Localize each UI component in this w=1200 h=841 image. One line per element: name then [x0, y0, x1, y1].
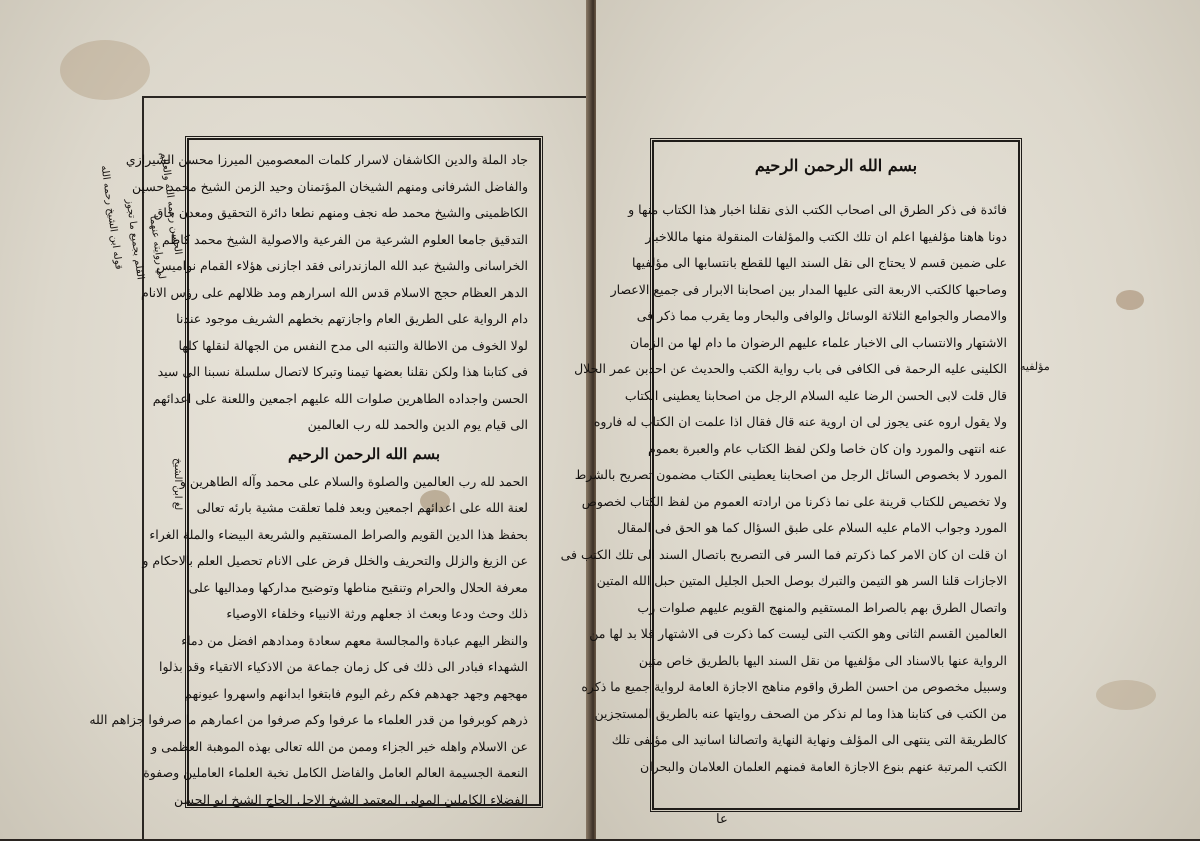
text-frame-right: [560, 138, 1022, 812]
text-line: دونا هاهنا مؤلفيها اعلم ان تلك الكتب والمؤلفات المنقولة منها ماللاخبار: [645, 228, 1007, 244]
margin-note: قوله ابن الشيخ رحمه الله: [98, 164, 124, 271]
margin-note: لي روايته عنهما: [147, 215, 168, 281]
text-line: العالمين القسم الثانى وهو الكتب التى ليست كما ذكرت فى الاشتهار فلا بد لها من: [589, 626, 1007, 641]
text-line: الاشتهار والانتساب الى الاخبار علماء عليهم الرضوان ما دام لها من الزمان: [629, 334, 1007, 350]
paper-stain: [1096, 680, 1156, 710]
text-line: الرواية عنها بالاسناد الى مؤلفيها من نقل السند اليها بالطريق خاص متين: [638, 652, 1007, 668]
text-line: وسبيل مخصوص من احسن الطرق واقوم مناهج الاجازة العامة لرواية جميع ما ذكره: [581, 679, 1007, 694]
text-line: التدقيق جامعا العلوم الشرعية من الفرعية والاصولية الشيخ محمد كاظم: [161, 231, 528, 247]
basmala-heading: بسم الله الرحمن الرحيم: [287, 444, 441, 463]
text-line: عنه انتهى والمورد وان كان خاصا ولكن لفظ الكتاب عام والعبرة بعموم: [647, 440, 1007, 456]
text-line: الكتب المرتبة عنهم بنوع الاجازة العامة فمنهم العلمان العلامان والبحران: [640, 758, 1007, 774]
text-line: ذرهم كوبرفوا من قدر العلماء ما عرفوا وكم صرفوا من اعمارهم ما صرفوا جزاهم الله: [89, 712, 528, 727]
margin-catchword: مؤلفيه: [1020, 360, 1050, 373]
text-line: الشهداء فبادر الى ذلك فى كل زمان جماعة من الاذكياء الاتقياء وقد بذلوا: [158, 659, 528, 674]
text-line: الحسن واجداده الطاهرين صلوات الله عليهم اجمعين واللعنة على اعدائهم: [152, 390, 528, 406]
text-line: لولا الخوف من الاطالة والتنبه الى مدح النفس من الجهالة لنقلها كلها: [178, 337, 528, 353]
margin-note: القلم بجميع ما تجوز: [123, 197, 146, 281]
text-line: الفضلاء الكاملين المولى المعتمد الشيخ الاجل الحاج الشيخ ابو الحسن: [174, 791, 528, 807]
text-line: واتصال الطرق بهم بالصراط المستقيم والمنهج القويم عليهم صلوات رب: [637, 599, 1007, 615]
text-line: والنظر اليهم عبادة والمجالسة معهم سعادة ومدادهم افضل من دماء: [181, 632, 528, 648]
text-line: الكلينى عليه الرحمة فى الكافى فى باب رواية الكتب والحديث عن احدبن عمر الحلال: [574, 361, 1007, 376]
margin-note: الحسن رحمه الله والعالم: [158, 151, 184, 256]
text-line: ولا تخصيص للكتاب قرينة على نما ذكرنا من ارادته العموم من لفظ الكتاب لخصوص: [581, 493, 1007, 509]
text-line: معرفة الحلال والحرام وتنقيح مناطها وتوضيح مداركها ومداليها على: [188, 579, 528, 595]
text-line: الحمد لله رب العالمين والصلوة والسلام على محمد وآله الطاهرين و: [179, 473, 528, 489]
text-line: جاد الملة والدين الكاشفان لاسرار كلمات المعصومين الميرزا محسن الشيرازي: [125, 152, 528, 167]
right-text-block: [560, 156, 1007, 780]
text-line: الاجازات قلنا السر هو التيمن والتبرك بوصل الحبل الجليل المتين حبل الله المتين: [596, 573, 1007, 588]
margin-note: لغ ابن الشيخ: [172, 457, 183, 510]
text-line: دام الرواية على الطريق العام واجازتهم بخطهم الشريف موجود عندنا: [176, 311, 528, 326]
text-line: الكاظمينى والشيخ محمد طه نجف ومنهم نطعا دائرة التحقيق ومعدن حاق: [153, 205, 528, 220]
text-line: قال قلت لابى الحسن الرضا عليه السلام الرجل من اصحابنا يعطينى الكتاب: [624, 387, 1007, 403]
text-line: ذلك وحث ودعا وبعث اذ جعلهم ورثة الانبياء وخلفاء الاوصياء: [226, 606, 528, 621]
text-line: وصاحبها كالكتب الاربعة التى عليها المدار بين اصحابنا الابرار فى جميع الاعصار: [610, 281, 1007, 297]
folio-number: عا: [716, 812, 728, 827]
paper-stain: [60, 40, 150, 100]
basmala-heading: بسم الله الرحمن الرحيم: [754, 156, 918, 175]
text-line: النعمة الجسيمة العالم العامل والفاضل الكامل نخبة العلماء العاملين وصفوة: [143, 765, 528, 780]
text-line: عن الاسلام واهله خير الجزاء وممن من الله تعالى بهذه الموهبة العظمى و: [151, 738, 528, 754]
text-line: المورد وجواب الامام عليه السلام على طبق السؤال كما هو الحق فى المقال: [617, 520, 1007, 535]
text-line: كالطريقة التى ينتهى الى المؤلف ونهاية النهاية واتصالنا اسانيد الى مؤلفى تلك: [611, 732, 1007, 747]
text-line: المورد لا بخصوص السائل الرجل من اصحابنا يعطينى الكتاب مضمون تصريح بالشرط: [574, 467, 1007, 482]
text-line: من الكتب فى كتابنا هذا وما لم نذكر من الصحف روايتها عنه بالطريق المستجزين: [594, 705, 1007, 721]
text-line: ولا يقول اروه عنى يجوز لى ان اروية عنه قال فقال اذا علمت ان الكتاب له فاروه: [593, 414, 1007, 429]
left-page: [0, 0, 594, 839]
text-line: عن الزيغ والزلل والتحريف والخلل فرض على الانام تحصيل العلم بالاحكام و: [142, 553, 528, 568]
text-line: والفاضل الشرفانى ومنهم الشيخان المؤتمنان وحيد الزمن الشيخ محمد حسين: [131, 178, 528, 194]
text-line: والامصار والجوامع الثلاثة الوسائل والوافى والبحار وما يقرب مما ذكر فى: [636, 308, 1007, 323]
text-line: الخراسانى والشيخ عبد الله المازندرانى فقد اجازنى هؤلاء القمام نواميس: [156, 258, 528, 273]
text-line: ان قلت ان كان الامر كما ذكرتم فما السر فى التصريح باتصال السند الى تلك الكتب فى: [560, 546, 1007, 562]
text-line: فى كتابنا هذا ولكن نقلنا بعضها تيمنا وتبركا لاتصال سلسلة نسبنا الى سيد: [157, 364, 528, 379]
text-line: بحفظ هذا الدين القويم والصراط المستقيم والشريعة البيضاء والملة الغراء: [149, 526, 528, 542]
text-line: لعنة الله على اعدائهم اجمعين وبعد فلما تعلقت مشية بارئه تعالى: [196, 500, 528, 515]
text-line: الدهر العظام حجج الاسلام قدس الله اسرارهم ومد ظلالهم على رؤس الانام: [140, 284, 528, 300]
text-line: على ضمين قسم لا يحتاج الى نقل السند اليها للقطع بانتسابها الى مؤلفيها: [631, 255, 1007, 270]
text-line: فائدة فى ذكر الطرق الى اصحاب الكتب الذى نقلنا اخبار هذا الكتاب منها و: [628, 202, 1007, 217]
paper-stain: [1116, 290, 1144, 310]
text-line: الى قيام يوم الدين والحمد لله رب العالمين: [307, 417, 528, 432]
text-line: مهجهم وجهد جهدهم فكم رغم اليوم فابتغوا ابدانهم واسهروا عيونهم: [184, 685, 528, 701]
